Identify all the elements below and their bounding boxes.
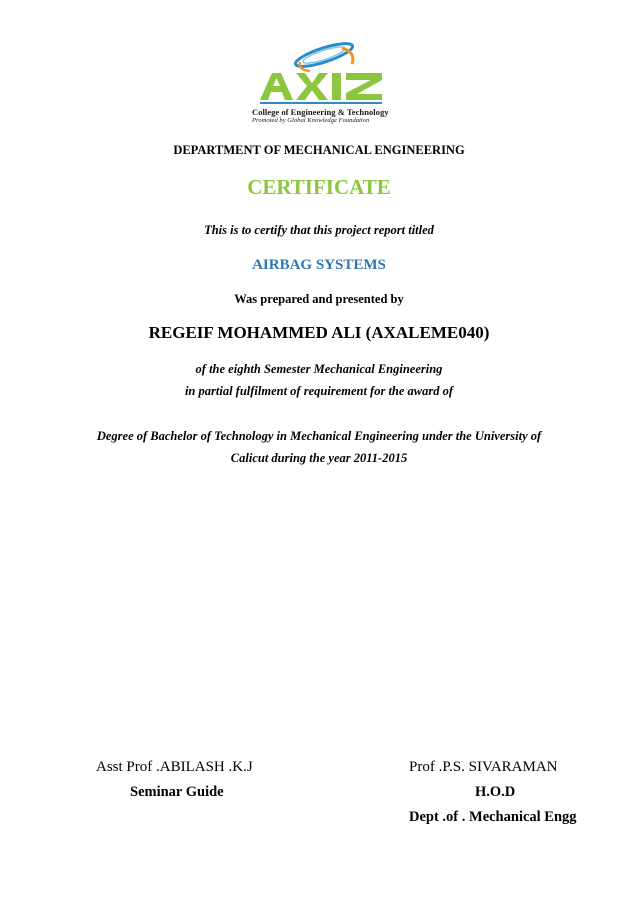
- hod-name: Prof .P.S. SIVARAMAN: [409, 759, 558, 775]
- degree-statement-line-2: Calicut during the year 2011-2015: [230, 451, 408, 465]
- department-heading: DEPARTMENT OF MECHANICAL ENGINEERING: [173, 143, 465, 157]
- college-tagline: Promoted by Global Knowledge Foundation: [252, 117, 370, 124]
- degree-statement-line-1: Degree of Bachelor of Technology in Mechanical Engineering under the University of: [96, 429, 542, 443]
- college-logo: [252, 40, 402, 126]
- guide-role: Seminar Guide: [130, 784, 224, 800]
- semester-statement: of the eighth Semester Mechanical Engineering: [195, 362, 443, 376]
- prepared-statement: Was prepared and presented by: [234, 292, 404, 306]
- student-name: REGEIF MOHAMMED ALI (AXALEME040): [148, 323, 490, 342]
- axis-logo-mark-icon: [252, 40, 402, 106]
- college-name: College of Engineering & Technology: [252, 107, 389, 117]
- hod-department: Dept .of . Mechanical Engg: [409, 809, 577, 825]
- partial-fulfilment-statement: in partial fulfilment of requirement for the award of: [184, 384, 454, 398]
- project-title: AIRBAG SYSTEMS: [252, 257, 386, 273]
- hod-role: H.O.D: [475, 784, 516, 800]
- guide-name: Asst Prof .ABILASH .K.J: [96, 759, 253, 775]
- certify-statement: This is to certify that this project report titled: [204, 223, 434, 237]
- certificate-title: CERTIFICATE: [247, 175, 391, 199]
